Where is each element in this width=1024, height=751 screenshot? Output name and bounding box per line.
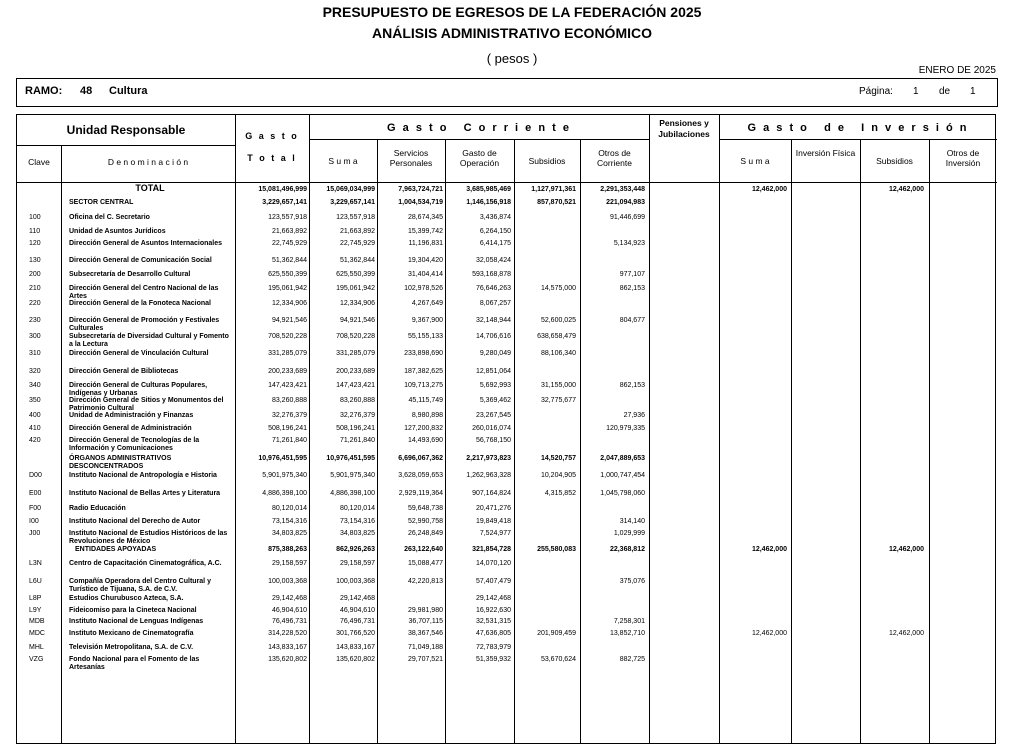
row-otros: 27,936	[623, 412, 645, 419]
row-suma: 147,423,421	[336, 382, 375, 389]
header-total: T o t a l	[247, 153, 297, 163]
row-suma: 625,550,399	[336, 271, 375, 278]
row-suma: 80,120,014	[339, 505, 375, 512]
header-pensiones: Pensiones y Jubilaciones	[658, 118, 710, 139]
row-suma: 46,904,610	[339, 607, 375, 614]
table-row	[17, 656, 997, 671]
row-total: 147,423,421	[268, 382, 307, 389]
table-row	[17, 333, 997, 348]
row-total: 21,663,892	[271, 228, 307, 235]
row-denominacion: Televisión Metropolitana, S.A. de C.V.	[69, 644, 194, 651]
row-oper: 16,922,630	[475, 607, 511, 614]
row-otros: 804,677	[619, 317, 645, 324]
budget-table	[16, 114, 996, 744]
table-row	[17, 472, 997, 482]
row-denominacion: Instituto Nacional de Lenguas Indígenas	[69, 618, 204, 625]
table-row	[17, 257, 997, 267]
row-isuma: 12,462,000	[751, 186, 787, 193]
row-clave: MDC	[29, 630, 45, 637]
row-oper: 3,685,985,469	[466, 186, 511, 193]
row-suma: 143,833,167	[336, 644, 375, 651]
row-total: 10,976,451,595	[258, 455, 307, 462]
row-oper: 51,359,932	[475, 656, 511, 663]
row-otros: 13,852,710	[609, 630, 645, 637]
row-oper: 593,168,878	[472, 271, 511, 278]
header-operacion: Gasto de Operación	[459, 148, 500, 168]
row-total: 875,388,263	[268, 546, 307, 553]
row-suma: 29,142,468	[339, 595, 375, 602]
row-denominacion: Instituto Nacional de Bellas Artes y Literatura	[69, 490, 221, 497]
row-clave: MDB	[29, 618, 45, 625]
row-divider	[719, 139, 997, 140]
row-total: 80,120,014	[271, 505, 307, 512]
header-gasto-corriente: G a s t o C o r r i e n t e	[387, 122, 571, 134]
table-row	[17, 546, 997, 556]
row-serv: 59,648,738	[407, 505, 443, 512]
table-row	[17, 578, 997, 593]
row-clave: 400	[29, 412, 41, 419]
table-row	[17, 214, 997, 224]
row-suma: 12,334,906	[339, 300, 375, 307]
row-clave: F00	[29, 505, 42, 512]
row-denominacion: SECTOR CENTRAL	[69, 199, 134, 206]
row-suma: 21,663,892	[339, 228, 375, 235]
header-otros-inversion: Otros de Inversión	[945, 148, 981, 168]
row-subs: 88,106,340	[540, 350, 576, 357]
row-otros: 1,000,747,454	[600, 472, 645, 479]
row-clave: 420	[29, 437, 41, 444]
row-clave: VZG	[29, 656, 44, 663]
row-oper: 1,262,963,328	[466, 472, 511, 479]
table-row	[17, 228, 997, 238]
table-row	[17, 350, 997, 360]
row-clave: I00	[29, 518, 39, 525]
row-clave: L3N	[29, 560, 42, 567]
table-row	[17, 437, 997, 452]
row-oper: 23,267,545	[475, 412, 511, 419]
row-suma: 100,003,368	[336, 578, 375, 585]
table-row	[17, 183, 997, 196]
table-row	[17, 368, 997, 378]
ramo-name: Cultura	[109, 85, 148, 97]
row-serv: 36,707,115	[408, 618, 443, 625]
row-clave: 100	[29, 214, 41, 221]
table-row	[17, 530, 997, 545]
row-serv: 4,267,649	[411, 300, 443, 307]
table-row	[17, 518, 997, 528]
row-oper: 7,524,977	[479, 530, 511, 537]
row-serv: 9,367,900	[411, 317, 443, 324]
row-total: 15,081,496,999	[258, 186, 307, 193]
row-total: 76,496,731	[271, 618, 307, 625]
table-row	[17, 285, 997, 300]
row-denominacion: Dirección General de Administración	[69, 425, 192, 432]
row-clave: E00	[29, 490, 42, 497]
row-serv: 15,088,477	[407, 560, 443, 567]
row-oper: 6,264,150	[479, 228, 511, 235]
row-clave: 130	[29, 257, 41, 264]
row-oper: 260,016,074	[472, 425, 511, 432]
row-serv: 3,628,059,653	[398, 472, 443, 479]
row-suma: 123,557,918	[336, 214, 375, 221]
row-subs: 857,870,521	[537, 199, 576, 206]
row-clave: J00	[29, 530, 41, 537]
row-clave: 350	[29, 397, 41, 404]
header-otros-corriente: Otros de Corriente	[597, 148, 632, 168]
row-suma: 10,976,451,595	[326, 455, 375, 462]
row-serv: 52,990,758	[407, 518, 443, 525]
row-otros: 120,979,335	[606, 425, 645, 432]
row-clave: 340	[29, 382, 41, 389]
row-serv: 26,248,849	[407, 530, 443, 537]
row-otros: 221,094,983	[606, 199, 645, 206]
row-serv: 38,367,546	[407, 630, 443, 637]
row-subs: 14,575,000	[540, 285, 576, 292]
row-total: 73,154,316	[271, 518, 307, 525]
row-denominacion: Dirección General de Sitios y Monumentos del Patrimonio Cultural	[69, 397, 224, 412]
table-row	[17, 630, 997, 640]
row-oper: 57,407,479	[475, 578, 511, 585]
row-clave: L8P	[29, 595, 42, 602]
row-subs: 52,600,025	[540, 317, 576, 324]
table-row	[17, 199, 997, 209]
row-oper: 72,783,979	[475, 644, 511, 651]
row-suma: 301,766,520	[336, 630, 375, 637]
row-suma: 200,233,689	[336, 368, 375, 375]
row-otros: 2,047,889,653	[600, 455, 645, 462]
row-isuma: 12,462,000	[751, 630, 787, 637]
row-otros: 1,045,798,060	[600, 490, 645, 497]
row-oper: 14,070,120	[475, 560, 511, 567]
row-subs: 201,909,459	[537, 630, 576, 637]
header-servicios: Servicios Personales	[389, 148, 433, 168]
row-clave: 230	[29, 317, 41, 324]
row-oper: 907,164,824	[472, 490, 511, 497]
page-total: 1	[970, 86, 976, 97]
page-label: Página:	[859, 86, 893, 97]
row-total: 5,901,975,340	[262, 472, 307, 479]
row-clave: 110	[29, 228, 41, 235]
row-oper: 12,851,064	[475, 368, 511, 375]
row-total: 29,142,468	[271, 595, 307, 602]
row-oper: 6,414,175	[479, 240, 511, 247]
row-denominacion: Subsecretaría de Desarrollo Cultural	[69, 271, 191, 278]
row-serv: 15,399,742	[407, 228, 443, 235]
row-suma: 708,520,228	[336, 333, 375, 340]
row-denominacion: Dirección General de Promoción y Festivales Culturales	[69, 317, 220, 332]
row-serv: 45,115,749	[408, 397, 443, 404]
row-total: 331,285,079	[268, 350, 307, 357]
row-denominacion: Instituto Nacional de Antropología e Historia	[69, 472, 217, 479]
row-total: 71,261,840	[271, 437, 307, 444]
row-serv: 28,674,345	[407, 214, 443, 221]
row-otros: 7,258,301	[613, 618, 645, 625]
table-row	[17, 644, 997, 654]
header-suma-inversion: S u m a	[740, 156, 770, 166]
row-total: 100,003,368	[268, 578, 307, 585]
row-serv: 11,196,831	[408, 240, 443, 247]
row-otros: 5,134,923	[613, 240, 645, 247]
row-denominacion: Dirección General del Centro Nacional de las Artes	[69, 285, 219, 300]
table-row	[17, 271, 997, 281]
page-of: de	[939, 86, 951, 97]
row-suma: 51,362,844	[339, 257, 375, 264]
header-denominacion: D e n o m i n a c i ó n	[107, 157, 189, 167]
row-serv: 2,929,119,364	[398, 490, 443, 497]
row-serv: 42,220,813	[407, 578, 443, 585]
row-otros: 22,368,812	[609, 546, 645, 553]
row-oper: 29,142,468	[475, 595, 511, 602]
row-denominacion: Instituto Nacional de Estudios Históricos de las Revoluciones de México	[69, 530, 228, 545]
row-serv: 127,200,832	[404, 425, 443, 432]
row-subs: 1,127,971,361	[531, 186, 576, 193]
table-row	[17, 412, 997, 422]
row-suma: 32,276,379	[339, 412, 375, 419]
header-subsidios: Subsidios	[528, 156, 566, 166]
row-suma: 22,745,929	[339, 240, 375, 247]
row-serv: 109,713,275	[404, 382, 443, 389]
row-otros: 1,029,999	[613, 530, 645, 537]
row-oper: 32,531,315	[475, 618, 511, 625]
row-total: 32,276,379	[271, 412, 307, 419]
row-isubs: 12,462,000	[888, 630, 924, 637]
row-denominacion: Dirección General de Vinculación Cultural	[69, 350, 209, 357]
row-denominacion: Dirección General de Culturas Populares, Indígenas y Urbanas	[69, 382, 208, 397]
row-clave: 310	[29, 350, 41, 357]
row-suma: 508,196,241	[336, 425, 375, 432]
row-oper: 76,646,263	[475, 285, 511, 292]
row-denominacion: Dirección General de la Fonoteca Nacional	[69, 300, 211, 307]
row-serv: 31,404,414	[407, 271, 443, 278]
row-oper: 14,706,616	[475, 333, 511, 340]
row-oper: 47,636,805	[475, 630, 511, 637]
page-number: 1	[913, 86, 919, 97]
row-denominacion: Fideicomiso para la Cineteca Nacional	[69, 607, 197, 614]
row-denominacion: Subsecretaría de Diversidad Cultural y Fomento a la Lectura	[69, 333, 229, 348]
row-oper: 19,849,418	[475, 518, 511, 525]
table-row	[17, 607, 997, 617]
row-total: 195,061,942	[268, 285, 307, 292]
row-oper: 2,217,973,823	[466, 455, 511, 462]
row-oper: 5,369,462	[479, 397, 511, 404]
row-denominacion: Dirección General de Bibliotecas	[69, 368, 179, 375]
row-suma: 4,886,398,100	[330, 490, 375, 497]
row-clave: 200	[29, 271, 41, 278]
table-row	[17, 455, 997, 470]
row-subs: 255,580,083	[537, 546, 576, 553]
row-total: 143,833,167	[268, 644, 307, 651]
header-inversion-fisica: Inversión Física	[795, 148, 856, 158]
row-suma: 862,926,263	[336, 546, 375, 553]
row-isubs: 12,462,000	[888, 186, 924, 193]
row-serv: 8,980,898	[411, 412, 443, 419]
table-row	[17, 425, 997, 435]
row-denominacion: Unidad de Administración y Finanzas	[69, 412, 194, 419]
row-suma: 195,061,942	[336, 285, 375, 292]
row-subs: 31,155,000	[540, 382, 576, 389]
row-clave: MHL	[29, 644, 44, 651]
header-clave: Clave	[28, 157, 50, 167]
row-subs: 14,520,757	[540, 455, 576, 462]
row-serv: 71,049,188	[407, 644, 443, 651]
row-subs: 638,658,479	[537, 333, 576, 340]
row-total: 51,362,844	[271, 257, 307, 264]
header-suma: S u m a	[328, 156, 358, 166]
row-denominacion: ENTIDADES APOYADAS	[75, 546, 157, 553]
row-denominacion: Radio Educación	[69, 505, 126, 512]
row-oper: 3,436,874	[479, 214, 511, 221]
table-row	[17, 300, 997, 310]
row-suma: 15,069,034,999	[326, 186, 375, 193]
row-total: 29,158,597	[271, 560, 307, 567]
row-clave: L6U	[29, 578, 42, 585]
row-suma: 94,921,546	[339, 317, 375, 324]
row-oper: 56,768,150	[475, 437, 511, 444]
row-total: 94,921,546	[271, 317, 307, 324]
ramo-bar	[16, 78, 998, 107]
row-denominacion: Dirección General de Tecnologías de la Información y Comunicaciones	[69, 437, 200, 452]
row-clave: D00	[29, 472, 42, 479]
row-clave: 220	[29, 300, 41, 307]
row-serv: 7,963,724,721	[398, 186, 443, 193]
header-unidad: Unidad Responsable	[66, 123, 186, 137]
table-row	[17, 490, 997, 500]
row-subs: 32,775,677	[540, 397, 576, 404]
row-denominacion: Centro de Capacitación Cinematográfica, A.C.	[69, 560, 222, 567]
row-otros: 2,291,353,448	[600, 186, 645, 193]
row-total: 34,803,825	[271, 530, 307, 537]
table-row	[17, 240, 997, 250]
row-total: 314,228,520	[268, 630, 307, 637]
row-oper: 32,058,424	[475, 257, 511, 264]
row-serv: 263,122,640	[404, 546, 443, 553]
row-serv: 233,898,690	[404, 350, 443, 357]
row-serv: 19,304,420	[407, 257, 443, 264]
row-otros: 977,107	[619, 271, 645, 278]
row-serv: 6,696,067,362	[398, 455, 443, 462]
table-row	[17, 618, 997, 628]
row-clave: 320	[29, 368, 41, 375]
report-subtitle: ANÁLISIS ADMINISTRATIVO ECONÓMICO	[372, 25, 652, 41]
row-suma: 83,260,888	[339, 397, 375, 404]
row-serv: 1,004,534,719	[398, 199, 443, 206]
table-row	[17, 560, 997, 570]
row-otros: 862,153	[619, 382, 645, 389]
row-suma: 34,803,825	[339, 530, 375, 537]
row-total: 46,904,610	[271, 607, 307, 614]
row-clave: 210	[29, 285, 41, 292]
header-gasto-inversion: G a s t o d e I n v e r s i ó n	[747, 122, 969, 134]
row-suma: 5,901,975,340	[330, 472, 375, 479]
row-otros: 882,725	[619, 656, 645, 663]
row-total: 22,745,929	[271, 240, 307, 247]
row-denominacion: Instituto Mexicano de Cinematografía	[69, 630, 194, 637]
row-otros: 375,076	[619, 578, 645, 585]
row-total: 135,620,802	[268, 656, 307, 663]
row-serv: 29,707,521	[407, 656, 443, 663]
row-denominacion: Fondo Nacional para el Fomento de las Artesanías	[69, 656, 200, 671]
row-suma: 331,285,079	[336, 350, 375, 357]
row-denominacion: Dirección General de Asuntos Internacionales	[69, 240, 223, 247]
row-subs: 4,315,852	[544, 490, 576, 497]
row-serv: 55,155,133	[407, 333, 443, 340]
row-suma: 71,261,840	[339, 437, 375, 444]
row-denominacion: ÓRGANOS ADMINISTRATIVOS DESCONCENTRADOS	[69, 455, 172, 470]
row-oper: 1,146,156,918	[466, 199, 511, 206]
row-suma: 76,496,731	[339, 618, 375, 625]
row-suma: 73,154,316	[339, 518, 375, 525]
row-total: 4,886,398,100	[262, 490, 307, 497]
row-serv: 187,382,625	[404, 368, 443, 375]
row-total: 3,229,657,141	[262, 199, 307, 206]
row-clave: 300	[29, 333, 41, 340]
row-serv: 29,981,980	[407, 607, 443, 614]
ramo-number: 48	[80, 85, 93, 97]
report-title: PRESUPUESTO DE EGRESOS DE LA FEDERACIÓN 2025	[322, 4, 702, 20]
ramo-label: RAMO:	[25, 85, 63, 97]
row-serv: 102,978,526	[404, 285, 443, 292]
row-oper: 5,692,993	[479, 382, 511, 389]
row-suma: 3,229,657,141	[330, 199, 375, 206]
row-divider	[17, 145, 235, 146]
table-row	[17, 595, 997, 605]
report-units: ( pesos )	[486, 51, 538, 66]
row-total: 508,196,241	[268, 425, 307, 432]
row-total: 200,233,689	[268, 368, 307, 375]
row-oper: 20,471,276	[475, 505, 511, 512]
row-oper: 9,280,049	[479, 350, 511, 357]
row-clave: 410	[29, 425, 41, 432]
row-denominacion: Dirección General de Comunicación Social	[69, 257, 212, 264]
row-clave: 120	[29, 240, 41, 247]
row-serv: 14,493,690	[407, 437, 443, 444]
row-denominacion: Compañía Operadora del Centro Cultural y Turístico de Tijuana, S.A. de C.V.	[69, 578, 211, 593]
row-subs: 10,204,905	[540, 472, 576, 479]
row-subs: 53,670,624	[540, 656, 576, 663]
row-total: 83,260,888	[271, 397, 307, 404]
row-oper: 321,854,728	[472, 546, 511, 553]
row-suma: 135,620,802	[336, 656, 375, 663]
row-denominacion: Estudios Churubusco Azteca, S.A.	[69, 595, 184, 602]
row-otros: 862,153	[619, 285, 645, 292]
header-subsidios-inversion: Subsidios	[876, 156, 913, 166]
row-denominacion: Unidad de Asuntos Jurídicos	[69, 228, 166, 235]
row-oper: 32,148,944	[475, 317, 511, 324]
row-divider	[309, 139, 649, 140]
table-row	[17, 317, 997, 332]
row-suma: 29,158,597	[339, 560, 375, 567]
row-denominacion: TOTAL	[135, 183, 165, 193]
row-isubs: 12,462,000	[888, 546, 924, 553]
row-isuma: 12,462,000	[751, 546, 787, 553]
row-total: 708,520,228	[268, 333, 307, 340]
table-row	[17, 505, 997, 515]
row-total: 625,550,399	[268, 271, 307, 278]
table-row	[17, 397, 997, 412]
row-oper: 8,067,257	[479, 300, 511, 307]
row-denominacion: Oficina del C. Secretario	[69, 214, 150, 221]
row-total: 123,557,918	[268, 214, 307, 221]
header-gasto: G a s t o	[245, 131, 299, 141]
table-row	[17, 382, 997, 397]
row-otros: 91,446,699	[609, 214, 645, 221]
row-clave: L9Y	[29, 607, 42, 614]
report-date: ENERO DE 2025	[918, 65, 996, 76]
row-otros: 314,140	[619, 518, 645, 525]
row-total: 12,334,906	[271, 300, 307, 307]
row-denominacion: Instituto Nacional del Derecho de Autor	[69, 518, 201, 525]
